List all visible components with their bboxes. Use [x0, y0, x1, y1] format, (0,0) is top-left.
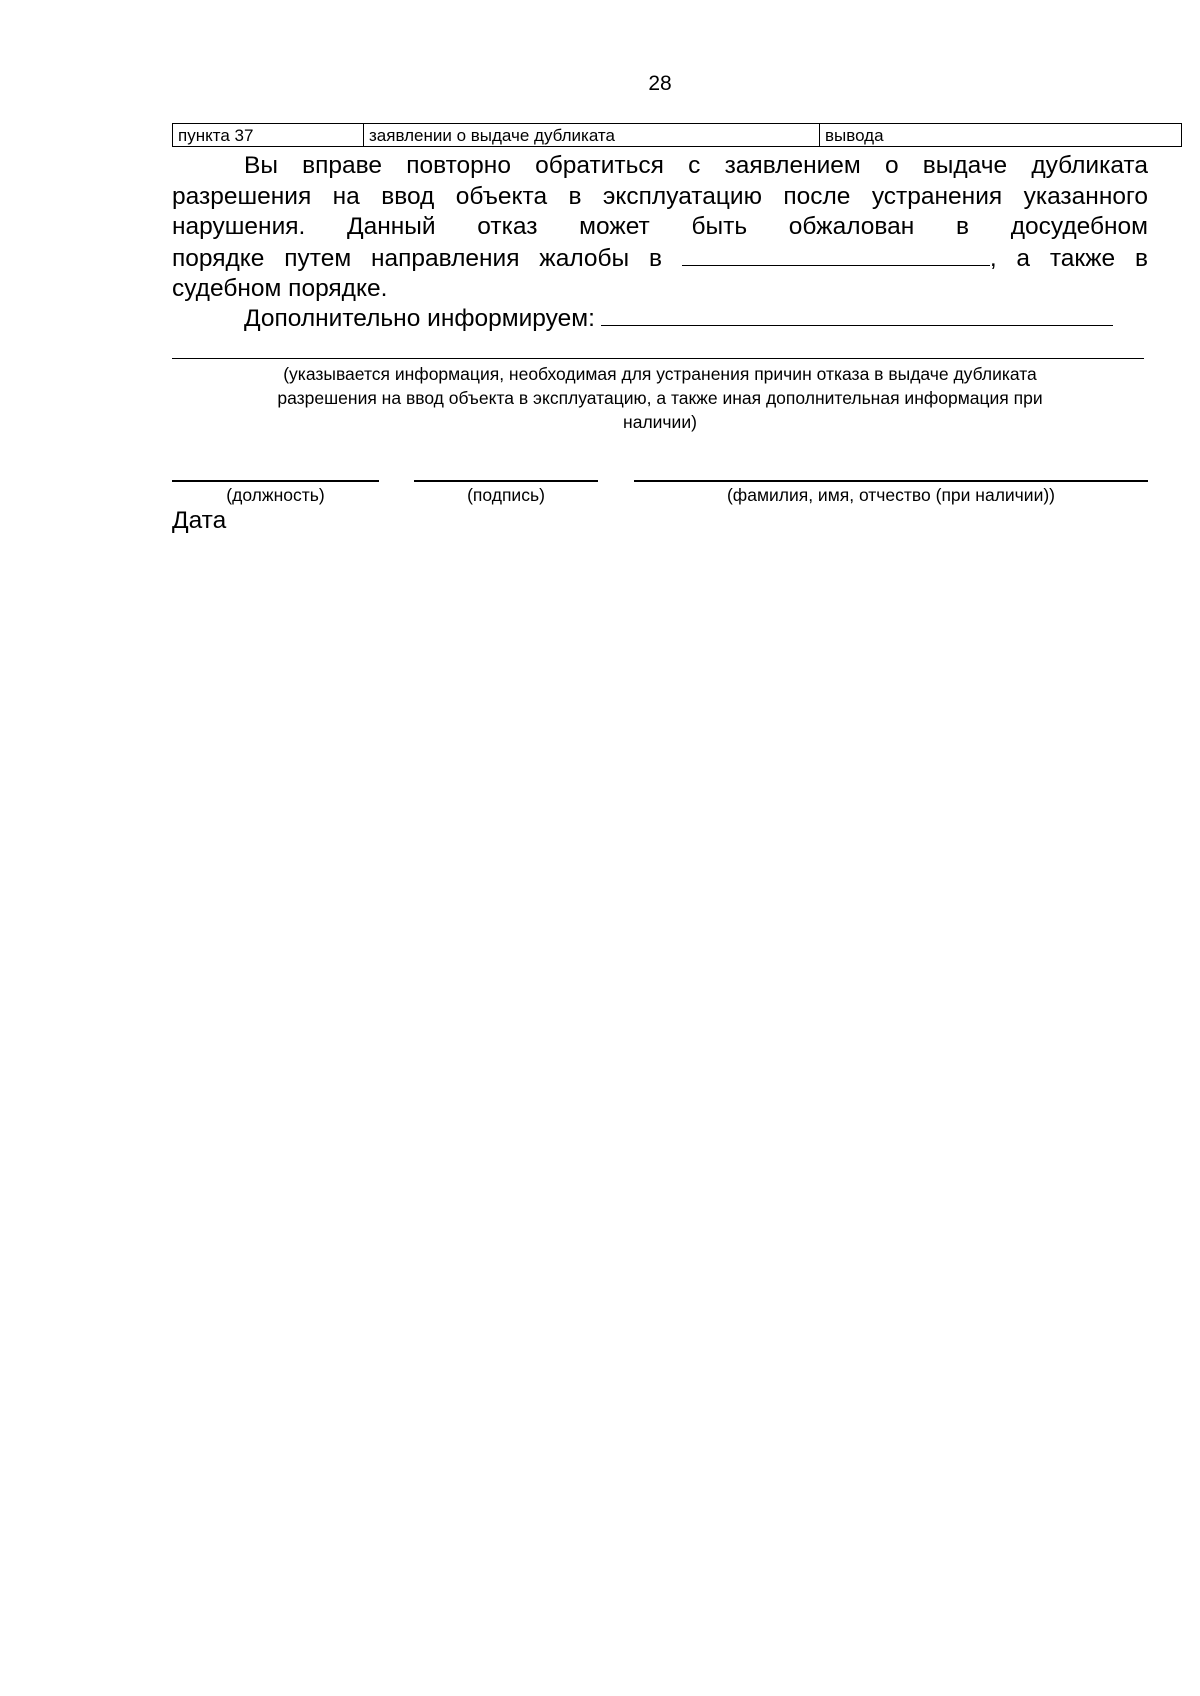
additional-info-paragraph	[172, 303, 1148, 335]
table-row	[173, 124, 1182, 147]
complaint-recipient-blank[interactable]	[682, 243, 990, 266]
paragraph-line: судебном порядке.	[172, 275, 388, 302]
signature-line[interactable]	[414, 480, 598, 482]
paragraph-text: порядке путем направления жалобы в	[172, 244, 662, 272]
carry-over-table	[172, 123, 1182, 147]
position-signature-line[interactable]	[172, 480, 379, 482]
additional-info-blank[interactable]	[601, 303, 1113, 326]
additional-info-label: Дополнительно информируем:	[244, 305, 595, 332]
signature-label: (подпись)	[467, 485, 545, 505]
table-cell: вывода	[820, 124, 1182, 147]
hint-line: (указывается информация, необходимая для устранения причин отказа в выдаче дубликата	[283, 364, 1037, 384]
additional-info-continuation-line[interactable]	[172, 358, 1144, 359]
paragraph-line: нарушения. Данный отказ может быть обжалован в досудебном	[172, 213, 1148, 240]
table-cell: заявлении о выдаче дубликата	[364, 124, 820, 147]
paragraph-line-with-blank	[172, 303, 1148, 335]
paragraph-line: разрешения на ввод объекта в эксплуатацию после устранения указанного	[172, 182, 1148, 210]
page-number: 28	[648, 72, 672, 95]
full-name-signature-line[interactable]	[634, 480, 1148, 482]
date-label: Дата	[172, 507, 227, 534]
paragraph-text: , а также в	[989, 244, 1148, 272]
paragraph-line: Вы вправе повторно обратиться с заявлением о выдаче дубликата	[244, 152, 1148, 179]
hint-line: наличии)	[623, 412, 697, 432]
full-name-label: (фамилия, имя, отчество (при наличии))	[726, 485, 1055, 505]
paragraph-line-with-blank	[172, 243, 1148, 275]
table-cell: пункта 37	[173, 124, 364, 147]
position-label: (должность)	[226, 485, 325, 505]
appeal-paragraph	[172, 151, 1148, 305]
hint-line: разрешения на ввод объекта в эксплуатацию, а также иная дополнительная информация при	[277, 388, 1043, 408]
additional-info-hint	[200, 362, 1120, 434]
